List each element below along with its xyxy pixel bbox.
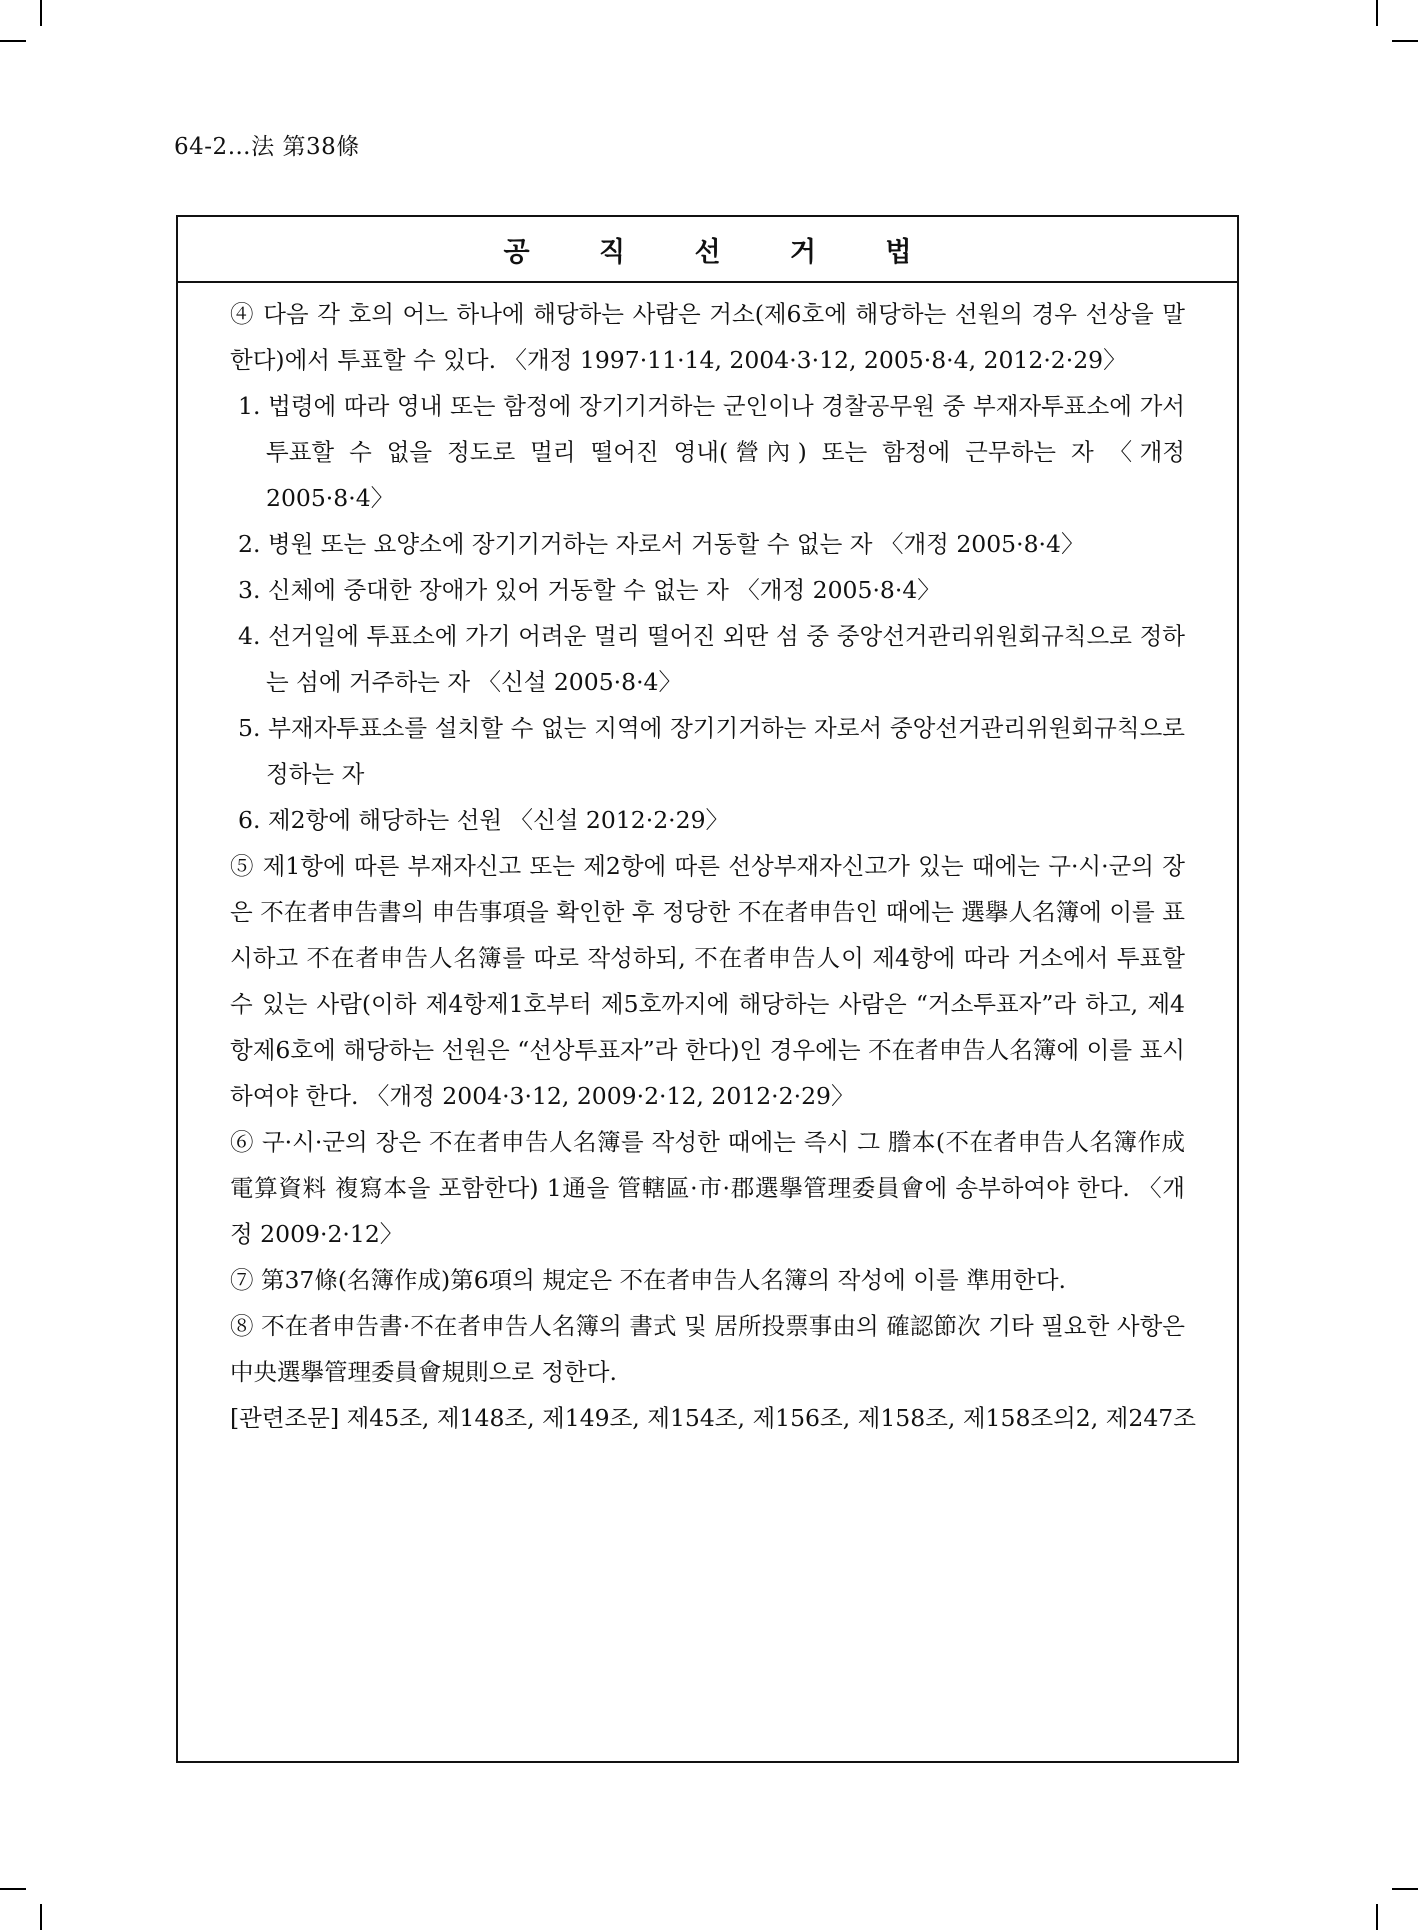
- crop-mark-bottom-left-v: [40, 1904, 42, 1930]
- title-bar: [178, 217, 1237, 283]
- law-body: [178, 283, 1237, 1441]
- paragraph-4-item-3: 3. 신체에 중대한 장애가 있어 거동할 수 없는 자 〈개정 2005·8·4〉: [238, 576, 941, 604]
- paragraph-4: ④ 다음 각 호의 어느 하나에 해당하는 사람은 거소(제6호에 해당하는 선원의 경우 선상을 말한다)에서 투표할 수 있다. 〈개정 1997·11·14, 2004·3·12, 2005·8·4, 2012·2·29〉: [230, 300, 1185, 374]
- crop-mark-bottom-right-h: [1392, 1888, 1418, 1890]
- paragraph-5: ⑤ 제1항에 따른 부재자신고 또는 제2항에 따른 선상부재자신고가 있는 때에는 구·시·군의 장은 不在者申告書의 申告事項을 확인한 후 정당한 不在者申告인 때에는 選擧人名簿에 이를 표시하고 不在者申告人名簿를 따로 작성하되, 不在者申告人이 제4항에 따라 거소에서 투표할 수 있는 사람(이하 제4항제1호부터 제5호까지에 해당하는 사람은 “거소투표자”라 하고, 제4항제6호에 해당하는 선원은 “선상투표자”라 한다)인 경우에는 不在者申告人名簿에 이를 표시하여야 한다. 〈개정 2004·3·12, 2009·2·12, 2012·2·29〉: [230, 852, 1185, 1110]
- crop-mark-top-right-h: [1392, 40, 1418, 42]
- paragraph-4-item-2: 2. 병원 또는 요양소에 장기기거하는 자로서 거동할 수 없는 자 〈개정 2005·8·4〉: [238, 530, 1085, 558]
- paragraph-4-item-5: 5. 부재자투표소를 설치할 수 없는 지역에 장기기거하는 자로서 중앙선거관리위원회규칙으로 정하는 자: [238, 714, 1185, 788]
- page-header: 64-2…法 第38條: [174, 134, 360, 160]
- law-text-box: [176, 215, 1239, 1763]
- crop-mark-top-left-h: [0, 40, 26, 42]
- crop-mark-top-left-v: [40, 0, 42, 26]
- paragraph-8: ⑧ 不在者申告書·不在者申告人名簿의 書式 및 居所投票事由의 確認節次 기타 필요한 사항은 中央選擧管理委員會規則으로 정한다.: [230, 1312, 1185, 1386]
- related-articles: [관련조문] 제45조, 제148조, 제149조, 제154조, 제156조, 제158조, 제158조의2, 제247조: [230, 1404, 1196, 1432]
- crop-mark-bottom-right-v: [1376, 1904, 1378, 1930]
- paragraph-4-item-4: 4. 선거일에 투표소에 가기 어려운 멀리 떨어진 외딴 섬 중 중앙선거관리위원회규칙으로 정하는 섬에 거주하는 자 〈신설 2005·8·4〉: [238, 622, 1185, 696]
- paragraph-7: ⑦ 第37條(名簿作成)第6項의 規定은 不在者申告人名簿의 작성에 이를 準用한다.: [230, 1266, 1066, 1294]
- law-title: 공 직 선 거 법: [503, 236, 942, 268]
- crop-mark-bottom-left-h: [0, 1888, 26, 1890]
- crop-mark-top-right-v: [1376, 0, 1378, 26]
- paragraph-4-item-6: 6. 제2항에 해당하는 선원 〈신설 2012·2·29〉: [238, 806, 730, 834]
- paragraph-4-item-1: 1. 법령에 따라 영내 또는 함정에 장기기거하는 군인이나 경찰공무원 중 부재자투표소에 가서 투표할 수 없을 정도로 멀리 떨어진 영내(營內) 또는 함정에 근무하는 자 〈개정 2005·8·4〉: [238, 392, 1185, 512]
- paragraph-6: ⑥ 구·시·군의 장은 不在者申告人名簿를 작성한 때에는 즉시 그 謄本(不在者申告人名簿作成 電算資料 複寫本을 포함한다) 1通을 管轄區·市·郡選擧管理委員會에 송부하여야 한다. 〈개정 2009·2·12〉: [230, 1128, 1185, 1248]
